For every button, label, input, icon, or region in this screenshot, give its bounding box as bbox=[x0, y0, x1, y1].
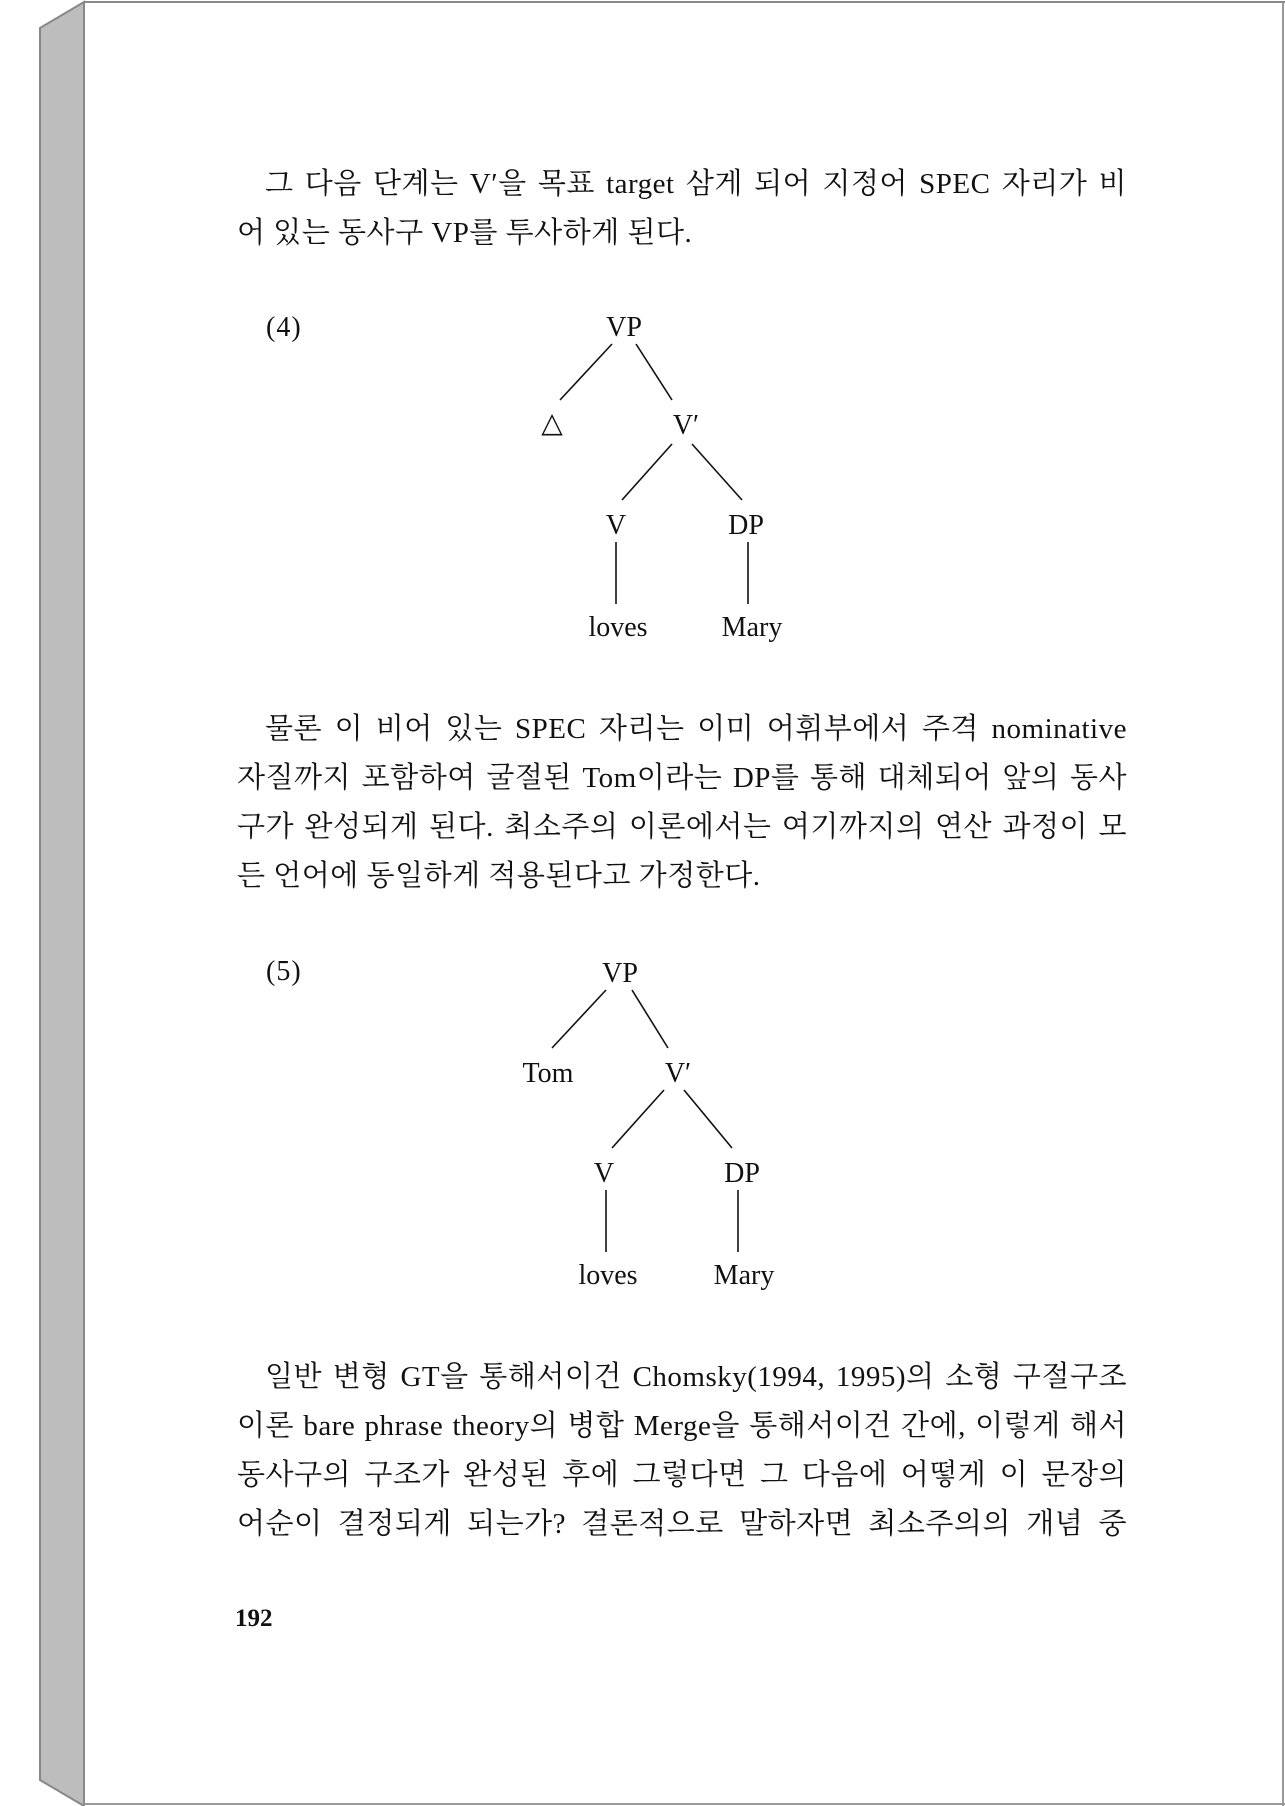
paragraph-3-line-2: 이론 bare phrase theory의 병합 Merge을 통해서이건 간에, 이렇게 해서 bbox=[237, 1410, 1127, 1442]
tree5-branch-vbar-dp bbox=[684, 1090, 732, 1148]
tree4-v-node: V bbox=[605, 510, 627, 541]
tree5-vp-node: VP bbox=[602, 958, 638, 989]
tree5-verb-leaf: loves bbox=[578, 1260, 638, 1291]
tree5-dp-node: DP bbox=[724, 1158, 760, 1189]
example-4-label: (4) bbox=[266, 312, 302, 343]
tree5-spec-node: Tom bbox=[522, 1058, 574, 1089]
paragraph-2-line-3: 구가 완성되게 된다. 최소주의 이론에서는 여기까지의 연산 과정이 모 bbox=[237, 811, 1127, 843]
tree5-branch-vbar-v bbox=[612, 1090, 664, 1148]
paragraph-3-line-1: 일반 변형 GT을 통해서이건 Chomsky(1994, 1995)의 소형 구절구조 bbox=[265, 1361, 1127, 1393]
paragraph-2-line-1: 물론 이 비어 있는 SPEC 자리는 이미 어휘부에서 주격 nominative bbox=[265, 713, 1127, 745]
tree5-branch-vp-vbar bbox=[632, 990, 668, 1048]
page-number: 192 bbox=[235, 1605, 273, 1632]
example-5-label: (5) bbox=[266, 956, 302, 987]
paragraph-3 bbox=[237, 1353, 1127, 1549]
paragraph-2-line-4: 든 언어에 동일하게 적용된다고 가정한다. bbox=[237, 860, 761, 892]
tree5-v-node: V bbox=[593, 1158, 615, 1189]
tree5-vbar-node: V′ bbox=[664, 1058, 692, 1089]
tree5-branch-vp-spec bbox=[552, 990, 606, 1048]
tree5-object-leaf: Mary bbox=[713, 1260, 775, 1291]
paragraph-3-line-4: 어순이 결정되게 되는가? 결론적으로 말하자면 최소주의의 개념 중 bbox=[237, 1508, 1127, 1540]
paragraph-2-line-2: 자질까지 포함하여 굴절된 Tom이라는 DP를 통해 대체되어 앞의 동사 bbox=[237, 762, 1127, 794]
tree4-object-leaf: Mary bbox=[721, 612, 783, 643]
tree4-verb-leaf: loves bbox=[588, 612, 648, 643]
tree4-empty-spec-node: △ bbox=[541, 408, 563, 439]
tree4-vbar-node: V′ bbox=[672, 410, 700, 441]
paragraph-1-line-2: 어 있는 동사구 VP를 투사하게 된다. bbox=[237, 217, 693, 249]
tree4-vp-node: VP bbox=[606, 312, 642, 343]
tree4-dp-node: DP bbox=[728, 510, 764, 541]
paragraph-3-line-3: 동사구의 구조가 완성된 후에 그렇다면 그 다음에 어떻게 이 문장의 bbox=[237, 1459, 1127, 1491]
paragraph-1-line-1: 그 다음 단계는 V′을 목표 target 삼게 되어 지정어 SPEC 자리가 비 bbox=[265, 168, 1127, 200]
